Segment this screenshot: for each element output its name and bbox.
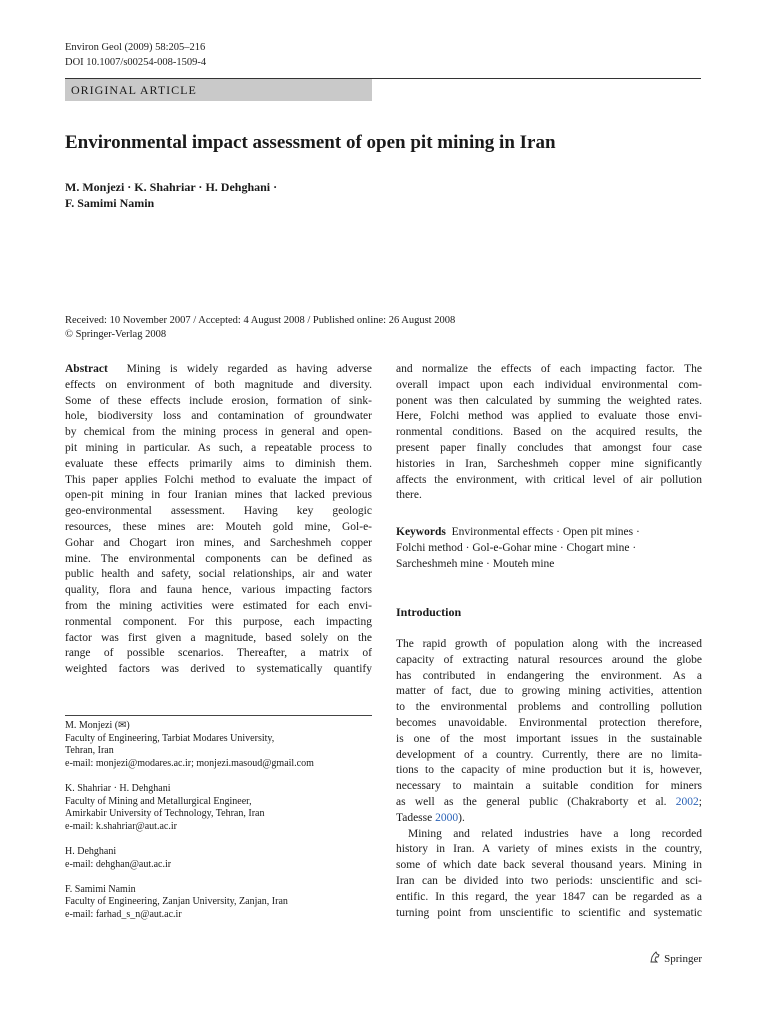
intro-line: some of which date back several thousand years. Mining in	[396, 859, 702, 872]
keywords-line-3: Sarcheshmeh mine · Mouteh mine	[396, 557, 555, 570]
abstract-line: resources, these mines are: Mouteh gold mine, Gol-e-	[65, 520, 372, 533]
intro-line	[396, 811, 702, 827]
affiliation-block	[65, 884, 372, 922]
intro-line: becomes unavoidable. Environmental protection therefore,	[396, 716, 702, 729]
affiliation-line: e-mail: farhad_s_n@aut.ac.ir	[65, 908, 182, 920]
affiliation-line: e-mail: k.shahriar@aut.ac.ir	[65, 820, 177, 832]
abstract-line: factor was first given a magnitude, based solely on the	[65, 631, 372, 644]
abstract-line: quality, flora and fauna hence, various impacting factors	[65, 584, 372, 597]
abstract-line: ronmental component. For this purpose, each impacting	[65, 615, 372, 628]
abstract-line: Gohar and Chogart iron mines, and Sarcheshmeh copper	[65, 536, 372, 549]
publisher-name: Springer	[664, 952, 702, 965]
abstract-line: Mining is widely regarded as having adverse	[126, 363, 373, 375]
intro-line: is one of the most important issues in the sustainable	[396, 732, 702, 745]
abstract-line: range of possible scenarios. Thereafter, a matrix of	[65, 647, 372, 660]
doi: DOI 10.1007/s00254-008-1509-4	[65, 57, 207, 68]
affiliation-line: H. Dehghani	[65, 845, 117, 857]
author-line-1: M. Monjezi · K. Shahriar · H. Dehghani ·	[65, 180, 278, 194]
abstract-line: from the mining activities were estimated for each envi-	[65, 599, 372, 612]
affiliation-line: e-mail: monjezi@modares.ac.ir; monjezi.masoud@gmail.com	[65, 757, 314, 769]
keywords-block	[396, 525, 702, 572]
abstract-line: effects on environment of both magnitude and diversity.	[65, 378, 372, 391]
intro-text: as well as the general public (Chakraborty et al.	[396, 795, 676, 808]
publisher-footer	[649, 951, 702, 966]
abstract-line: evaluate these effects primarily aims to diminish them.	[65, 457, 372, 470]
abstract-right	[396, 362, 702, 504]
intro-line: The rapid growth of population along with the increased	[396, 638, 702, 650]
author-list	[65, 179, 277, 211]
intro-line: has contributed in endangering the environment. As a	[396, 669, 702, 682]
abstract-line: histories in Iran, Sarcheshmeh copper mine significantly	[396, 457, 702, 470]
intro-text: ).	[458, 811, 465, 824]
affiliation-line: F. Samimi Namin	[65, 883, 136, 895]
intro-line: entific. In this regard, the year 1847 can be regarded as a	[396, 890, 702, 903]
footnote-rule	[65, 715, 372, 716]
introduction-heading: Introduction	[396, 605, 462, 619]
abstract-line: present paper finally concludes that amongst four case	[396, 441, 702, 454]
journal-citation: Environ Geol (2009) 58:205–216	[65, 42, 206, 53]
copyright: © Springer-Verlag 2008	[65, 329, 167, 340]
intro-text: Tadesse	[396, 811, 436, 824]
affiliation-line: e-mail: dehghan@aut.ac.ir	[65, 858, 172, 870]
affiliation-block	[65, 783, 372, 833]
affiliation-block	[65, 720, 372, 770]
abstract-line: there.	[396, 489, 422, 502]
abstract-line: This paper applies Folchi method to evaluate the impact of	[65, 473, 372, 486]
abstract-line: geo-environmental assessment. Having key geologic	[65, 505, 372, 518]
author-line-2: F. Samimi Namin	[65, 196, 155, 210]
keywords-line-2: Folchi method · Gol-e-Gohar mine · Chogart mine ·	[396, 541, 637, 554]
intro-line	[396, 795, 702, 811]
publication-dates	[65, 314, 455, 342]
affiliation-line: M. Monjezi (✉)	[65, 720, 130, 731]
intro-line: Mining and related industries have a long recorded	[408, 827, 702, 840]
abstract-line: Some of these effects include erosion, formation of sink-	[65, 394, 372, 407]
affiliations	[65, 720, 372, 934]
affiliation-line: Tehran, Iran	[65, 745, 114, 757]
intro-line: necessary to maintain a suitable condition for miners	[396, 780, 702, 793]
intro-line: capacity of extracting natural resources around the globe	[396, 653, 702, 666]
keywords-line-1: Environmental effects · Open pit mines ·	[451, 526, 640, 538]
springer-horse-icon	[649, 951, 661, 966]
abstract-label: Abstract	[65, 363, 108, 375]
abstract-line: ronmental conditions. Based on the acquired results, the	[396, 426, 702, 439]
introduction-body	[396, 637, 702, 921]
abstract-line: hole, biodiversity loss and contamination of groundwater	[65, 410, 372, 423]
abstract-line: pit mining in particular. As such, a repeatable process to	[65, 441, 372, 454]
article-type-banner: ORIGINAL ARTICLE	[65, 79, 372, 101]
intro-line: Iran can be divided into two periods: unscientific and sci-	[396, 874, 702, 887]
abstract-line: ponent was then calculated by summing the weighted rates.	[396, 394, 702, 407]
affiliation-line: K. Shahriar · H. Dehghani	[65, 782, 171, 794]
affiliation-line: Amirkabir University of Technology, Tehran, Iran	[65, 808, 265, 820]
abstract-line: affects the environment, with critical level of air pollution	[396, 473, 702, 486]
abstract-line: public health and safety, social relationships, air and water	[65, 568, 372, 581]
date-history: Received: 10 November 2007 / Accepted: 4 August 2008 / Published online: 26 August 2008	[65, 315, 456, 326]
abstract-line: Here, Folchi method was applied to evaluate those envi-	[396, 410, 702, 423]
abstract-line: overall impact upon each individual environmental com-	[396, 378, 702, 391]
affiliation-line: Faculty of Engineering, Zanjan University, Zanjan, Iran	[65, 896, 288, 908]
abstract-line: weighted factors was derived to systematically quantify	[65, 663, 372, 676]
citation-link[interactable]: 2002	[675, 795, 699, 808]
affiliation-block	[65, 846, 372, 871]
intro-line: turning point from unscientific to scientific and systematic	[396, 906, 702, 919]
abstract-left	[65, 362, 372, 678]
abstract-line: mine. The environmental components can be defined as	[65, 552, 372, 565]
abstract-line: open-pit mining in four Iranian mines that lacked previous	[65, 489, 372, 502]
affiliation-line: Faculty of Engineering, Tarbiat Modares University,	[65, 732, 275, 744]
intro-line: history in Iran. A variety of mines exists in the country,	[396, 843, 702, 856]
keywords-label: Keywords	[396, 526, 446, 538]
citation-link[interactable]: 2000	[435, 811, 459, 824]
affiliation-line: Faculty of Mining and Metallurgical Engineer,	[65, 795, 252, 807]
paper-title: Environmental impact assessment of open pit mining in Iran	[65, 132, 556, 153]
intro-line: to the environmental problems and controlling pollution	[396, 701, 702, 714]
intro-text: ;	[698, 795, 702, 808]
abstract-line: and normalize the effects of each impacting factor. The	[396, 363, 702, 375]
intro-line: development of a country. Currently, there are no limita-	[396, 748, 702, 761]
abstract-line: by chemical from the mining process in general and open-	[65, 426, 372, 439]
intro-line: tions to the capacity of mine production but it is, however,	[396, 764, 702, 777]
intro-line: matter of fact, due to growing mining activities, attention	[396, 685, 702, 698]
